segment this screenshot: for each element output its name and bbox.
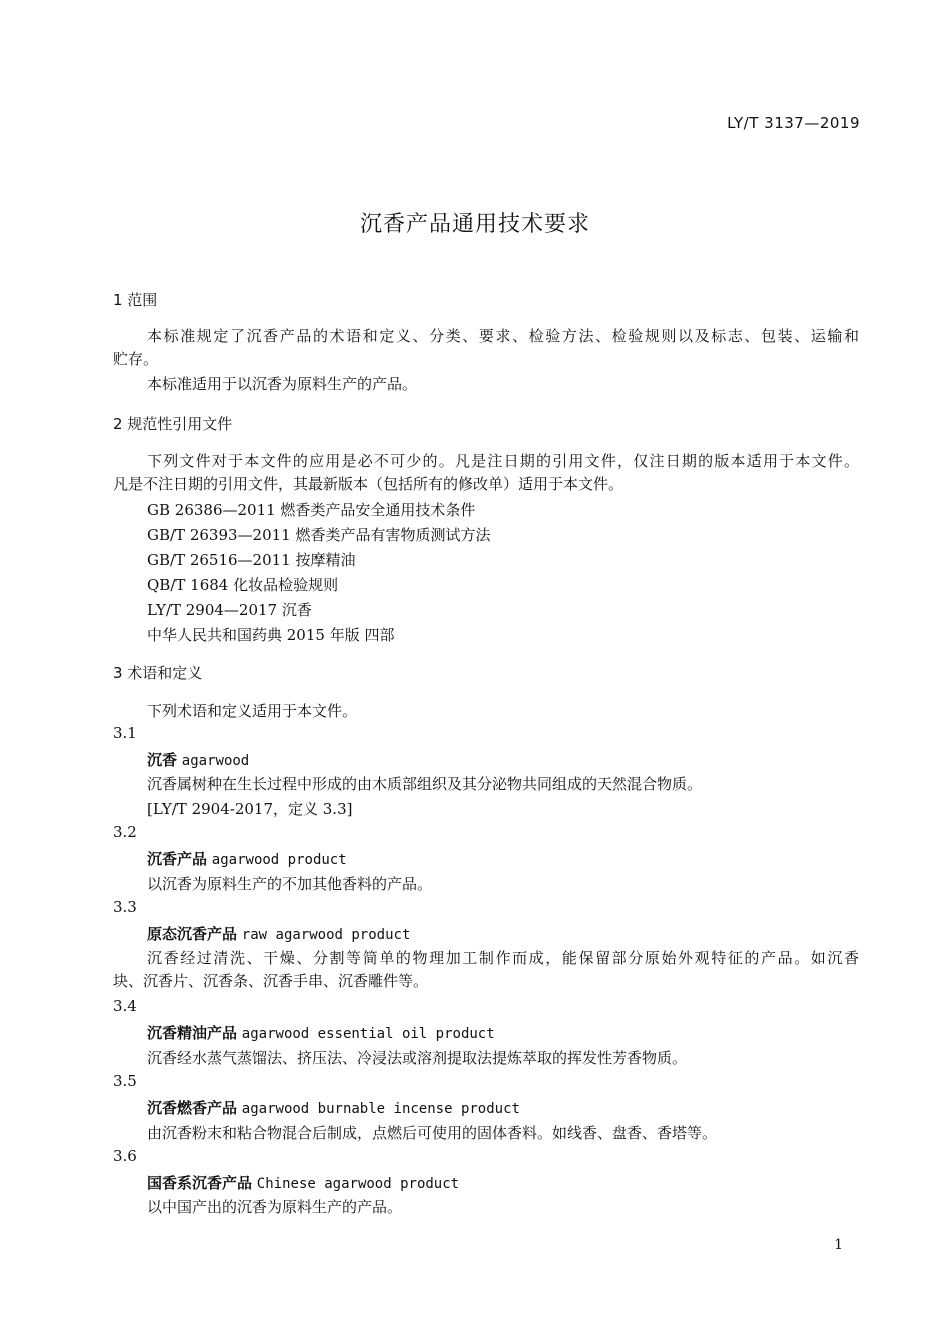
- term-number: 3.3: [113, 898, 137, 916]
- term-number: 3.6: [113, 1147, 137, 1165]
- section-heading-normative-references: 2 规范性引用文件: [113, 415, 233, 433]
- term-name-en: agarwood product: [211, 852, 347, 868]
- term-name-en: raw agarwood product: [241, 927, 411, 943]
- reference-item: GB/T 26393—2011 燃香类产品有害物质测试方法: [147, 526, 491, 544]
- scope-paragraph-line2: 贮存。: [113, 350, 159, 368]
- term-name-en: Chinese agarwood product: [256, 1176, 460, 1192]
- term-name: [147, 749, 249, 770]
- reference-item: 中华人民共和国药典 2015 年版 四部: [147, 626, 395, 644]
- term-name-zh: 原态沉香产品: [147, 925, 238, 943]
- term-name-zh: 沉香燃香产品: [147, 1099, 238, 1117]
- standard-code: LY/T 3137—2019: [727, 114, 860, 132]
- scope-paragraph-line1: 本标准规定了沉香产品的术语和定义、分类、要求、检验方法、检验规则以及标志、包装、运输和: [147, 327, 859, 345]
- references-intro-line1: 下列文件对于本文件的应用是必不可少的。凡是注日期的引用文件，仅注日期的版本适用于本文件。: [147, 452, 859, 470]
- term-name-en: agarwood burnable incense product: [241, 1101, 520, 1117]
- reference-item: GB 26386—2011 燃香类产品安全通用技术条件: [147, 501, 476, 519]
- scope-paragraph-2: 本标准适用于以沉香为原料生产的产品。: [147, 375, 418, 393]
- term-definition: 沉香属树种在生长过程中形成的由木质部组织及其分泌物共同组成的天然混合物质。: [147, 775, 703, 793]
- term-definition: 以中国产出的沉香为原料生产的产品。: [147, 1198, 403, 1216]
- term-name-zh: 沉香精油产品: [147, 1024, 238, 1042]
- reference-item: GB/T 26516—2011 按摩精油: [147, 551, 356, 569]
- reference-item: LY/T 2904—2017 沉香: [147, 601, 312, 619]
- term-definition: 沉香经水蒸气蒸馏法、挤压法、冷浸法或溶剂提取法提炼萃取的挥发性芳香物质。: [147, 1049, 688, 1067]
- term-source: [LY/T 2904-2017，定义 3.3]: [147, 800, 353, 818]
- term-number: 3.1: [113, 724, 137, 742]
- term-name: [147, 1022, 495, 1043]
- document-title: 沉香产品通用技术要求: [359, 212, 590, 237]
- term-name: [147, 923, 410, 944]
- references-intro-line2: 凡是不注日期的引用文件，其最新版本（包括所有的修改单）适用于本文件。: [113, 475, 624, 493]
- term-number: 3.4: [113, 997, 137, 1015]
- term-number: 3.5: [113, 1072, 137, 1090]
- term-name: [147, 848, 347, 869]
- reference-item: QB/T 1684 化妆品检验规则: [147, 576, 339, 594]
- term-name-zh: 沉香: [147, 751, 178, 769]
- term-definition-line2: 块、沉香片、沉香条、沉香手串、沉香雕件等。: [113, 972, 429, 990]
- term-name-en: agarwood essential oil product: [241, 1026, 495, 1042]
- term-name: [147, 1097, 520, 1118]
- term-number: 3.2: [113, 823, 137, 841]
- term-definition-line1: 沉香经过清洗、干燥、分割等简单的物理加工制作而成，能保留部分原始外观特征的产品。如沉香: [147, 949, 859, 967]
- term-name-zh: 国香系沉香产品: [147, 1174, 253, 1192]
- term-definition: 由沉香粉末和粘合物混合后制成，点燃后可使用的固体香料。如线香、盘香、香塔等。: [147, 1124, 718, 1142]
- term-name-zh: 沉香产品: [147, 850, 208, 868]
- term-name-en: agarwood: [181, 753, 250, 769]
- terms-intro: 下列术语和定义适用于本文件。: [147, 702, 358, 720]
- section-heading-scope: 1 范围: [113, 291, 158, 309]
- section-heading-terms-definitions: 3 术语和定义: [113, 664, 203, 682]
- page-number: 1: [834, 1237, 843, 1253]
- term-definition: 以沉香为原料生产的不加其他香料的产品。: [147, 875, 433, 893]
- term-name: [147, 1172, 459, 1193]
